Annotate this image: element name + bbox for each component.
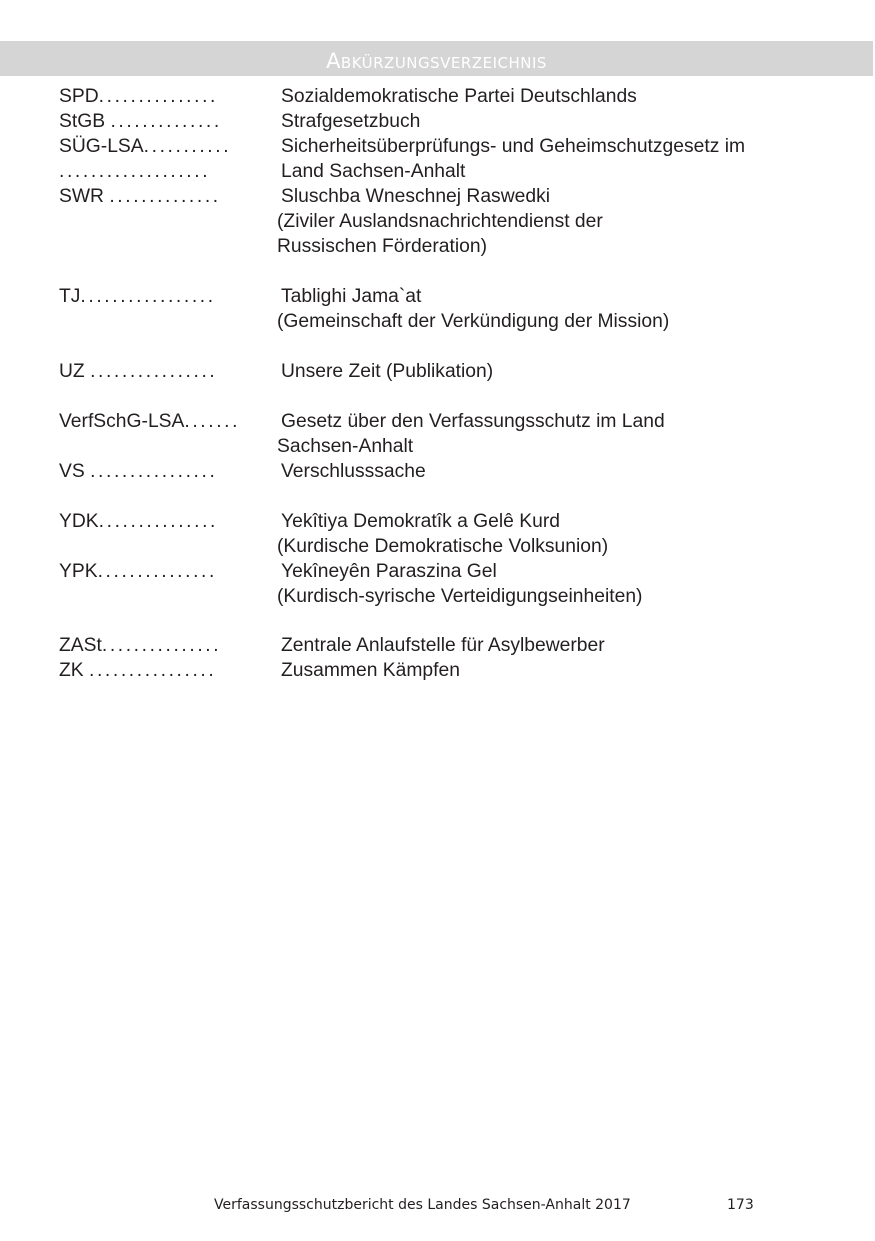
leader-dots: ................... [59, 161, 211, 182]
definition-continuation: (Kurdische Demokratische Volksunion) [277, 536, 609, 557]
abbreviation: TJ [59, 286, 81, 307]
leader-dots: .............. [109, 186, 221, 207]
definition-continuation: (Ziviler Auslandsnachrichtendienst der [277, 211, 603, 232]
definition-continuation: Russischen Förderation) [277, 236, 488, 257]
leader-dots: ............... [101, 635, 222, 656]
leader-dots: ............... [98, 511, 219, 532]
definition-continuation: (Gemeinschaft der Verkündigung der Mission) [277, 311, 670, 332]
page-number: 173 [727, 1197, 754, 1213]
definition: Land Sachsen-Anhalt [281, 161, 466, 182]
page-title: Abkürzungsverzeichnis [326, 49, 547, 73]
definition: Yekîneyên Paraszina Gel [281, 561, 497, 582]
abbreviation: SPD [59, 86, 99, 107]
footer-publication-title: Verfassungsschutzbericht des Landes Sachsen-Anhalt 2017 [214, 1197, 631, 1213]
definition: Verschlusssache [281, 461, 426, 482]
leader-dots: ........... [143, 136, 232, 157]
definition: Zusammen Kämpfen [281, 660, 460, 681]
abbreviation: VerfSchG-LSA [59, 411, 185, 432]
definition: Strafgesetzbuch [281, 111, 421, 132]
leader-dots: ....... [184, 411, 241, 432]
definition: Tablighi Jama`at [281, 286, 422, 307]
abbreviation: SWR [59, 186, 104, 207]
definition: Zentrale Anlaufstelle für Asylbewerber [281, 635, 605, 656]
leader-dots: ................ [90, 461, 218, 482]
abbreviation: VS [59, 461, 85, 482]
abbreviation: SÜG-LSA [59, 136, 144, 157]
definition: Sluschba Wneschnej Raswedki [281, 186, 550, 207]
abbreviation: YDK [59, 511, 99, 532]
abbreviation: YPK [59, 561, 98, 582]
definition: Gesetz über den Verfassungsschutz im Land [281, 411, 665, 432]
leader-dots: ............... [98, 86, 219, 107]
definition-continuation: (Kurdisch-syrische Verteidigungseinheiten) [277, 586, 643, 607]
definition-continuation: Sachsen-Anhalt [277, 436, 414, 457]
leader-dots: .............. [110, 111, 222, 132]
definition: Unsere Zeit (Publikation) [281, 361, 494, 382]
abbreviation: ZK [59, 660, 84, 681]
definition: Sozialdemokratische Partei Deutschlands [281, 86, 637, 107]
definition: Sicherheitsüberprüfungs- und Geheimschutzgesetz im [281, 136, 746, 157]
leader-dots: ................. [80, 286, 216, 307]
abbreviation: StGB [59, 111, 106, 132]
abbreviation: ZASt [59, 635, 102, 656]
leader-dots: ................ [89, 660, 217, 681]
abbreviation: UZ [59, 361, 85, 382]
leader-dots: ............... [97, 561, 217, 582]
leader-dots: ................ [90, 361, 218, 382]
definition: Yekîtiya Demokratîk a Gelê Kurd [281, 511, 560, 532]
